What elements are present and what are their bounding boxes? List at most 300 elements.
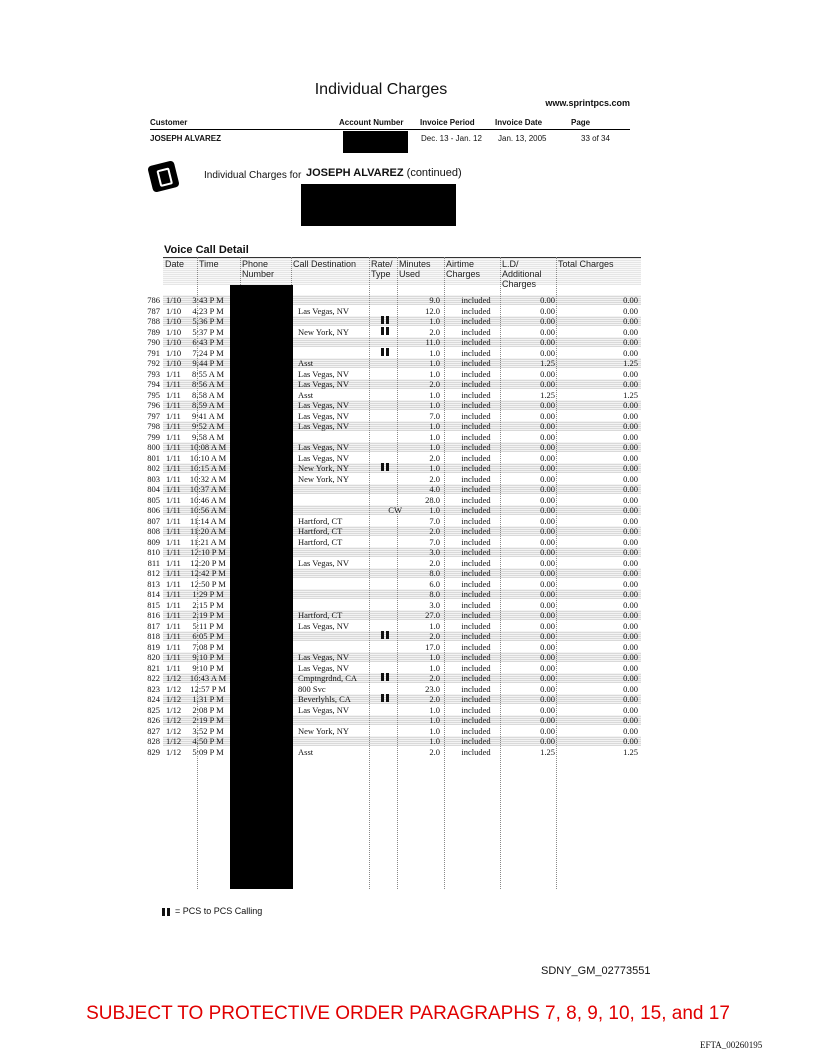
cell-ld: 0.00 xyxy=(540,305,555,316)
row-number: 817 xyxy=(147,620,160,631)
table-row xyxy=(0,610,816,620)
cell-airtime: included xyxy=(461,704,491,715)
cell-destination: New York, NY xyxy=(298,473,350,484)
cell-minutes: 1.0 xyxy=(429,400,440,410)
cell-airtime: included xyxy=(461,662,491,673)
cell-total: 0.00 xyxy=(623,631,638,641)
cell-minutes: 7.0 xyxy=(429,410,440,421)
cell-minutes: 2.0 xyxy=(429,746,440,757)
cell-minutes: 1.0 xyxy=(429,725,440,736)
cell-minutes: 1.0 xyxy=(429,368,440,379)
cell-total: 0.00 xyxy=(623,547,638,557)
table-row xyxy=(0,631,816,641)
cell-date: 1/11 xyxy=(166,526,181,536)
table-row xyxy=(0,547,816,557)
page-label: Page xyxy=(571,118,591,127)
row-number: 794 xyxy=(147,379,160,389)
phone-icon xyxy=(147,160,180,193)
row-number: 814 xyxy=(147,589,160,599)
cell-minutes: 3.0 xyxy=(429,599,440,610)
cell-total: 0.00 xyxy=(623,704,638,715)
website-url: www.sprintpcs.com xyxy=(545,98,630,108)
cell-destination: Cmptngrdnd, CA xyxy=(298,673,358,683)
cell-date: 1/11 xyxy=(166,610,181,620)
cell-minutes: 1.0 xyxy=(429,662,440,673)
cell-total: 0.00 xyxy=(623,715,638,725)
cell-destination: Las Vegas, NV xyxy=(298,442,350,452)
cell-total: 0.00 xyxy=(623,557,638,568)
row-number: 789 xyxy=(147,326,160,337)
cell-airtime: included xyxy=(461,463,491,473)
table-row xyxy=(0,642,816,652)
table-row xyxy=(0,747,816,757)
cell-total: 0.00 xyxy=(623,641,638,652)
cell-date: 1/11 xyxy=(166,568,181,578)
cell-total: 0.00 xyxy=(623,620,638,631)
cell-ld: 0.00 xyxy=(540,736,555,746)
cell-airtime: included xyxy=(461,452,491,463)
legend xyxy=(162,906,262,916)
table-row xyxy=(0,348,816,358)
cell-destination: New York, NY xyxy=(298,326,350,337)
cell-airtime: included xyxy=(461,326,491,337)
bates-number: SDNY_GM_02773551 xyxy=(541,965,651,977)
table-row xyxy=(0,684,816,694)
cell-destination: Hartford, CT xyxy=(298,610,343,620)
cell-airtime: included xyxy=(461,620,491,631)
table-row xyxy=(0,589,816,599)
cell-minutes: 1.0 xyxy=(429,505,440,515)
cell-time: 12:10 P M xyxy=(190,547,226,557)
row-number: 824 xyxy=(147,694,160,704)
table-row xyxy=(0,463,816,473)
cell-minutes: 27.0 xyxy=(425,610,440,620)
table-row xyxy=(0,432,816,442)
pcs-icon xyxy=(381,673,390,681)
cell-time: 11:20 A M xyxy=(189,526,227,536)
cell-ld: 0.00 xyxy=(540,610,555,620)
cell-airtime: included xyxy=(461,568,491,578)
cell-destination: Las Vegas, NV xyxy=(298,557,350,568)
cell-minutes: 9.0 xyxy=(429,295,440,305)
cell-destination: Las Vegas, NV xyxy=(298,421,350,431)
cell-date: 1/11 xyxy=(166,547,181,557)
cell-minutes: 7.0 xyxy=(429,536,440,547)
cell-time: 10:43 A M xyxy=(189,673,227,683)
cell-total: 0.00 xyxy=(623,347,638,358)
cell-date: 1/11 xyxy=(166,536,181,547)
cell-total: 0.00 xyxy=(623,694,638,704)
table-row xyxy=(0,694,816,704)
table-row xyxy=(0,306,816,316)
redacted-account-number xyxy=(343,131,408,153)
row-number: 820 xyxy=(147,652,160,662)
table-row xyxy=(0,484,816,494)
cell-date: 1/11 xyxy=(166,620,181,631)
cell-airtime: included xyxy=(461,484,491,494)
cell-date: 1/12 xyxy=(166,715,182,725)
cell-time: 12:42 P M xyxy=(190,568,226,578)
table-row xyxy=(0,369,816,379)
cell-airtime: included xyxy=(461,494,491,505)
page-title: Individual Charges xyxy=(314,81,448,98)
cell-minutes: 2.0 xyxy=(429,473,440,484)
cell-destination: Hartford, CT xyxy=(298,536,343,547)
table-row xyxy=(0,663,816,673)
cell-total: 0.00 xyxy=(623,652,638,662)
cell-destination: Asst xyxy=(298,746,314,757)
cell-total: 0.00 xyxy=(623,442,638,452)
cell-airtime: included xyxy=(461,746,491,757)
cell-airtime: included xyxy=(461,557,491,568)
cell-date: 1/12 xyxy=(166,673,182,683)
cell-minutes: 1.0 xyxy=(429,431,440,442)
cell-ld: 0.00 xyxy=(540,662,555,673)
cell-time: 6:05 P M xyxy=(192,631,224,641)
cell-minutes: 1.0 xyxy=(429,389,440,400)
table-row xyxy=(0,568,816,578)
cell-destination: Asst xyxy=(298,389,314,400)
cell-time: 9:44 P M xyxy=(192,358,224,368)
continued-text: (continued) xyxy=(406,167,462,179)
cell-airtime: included xyxy=(461,305,491,316)
cell-time: 2:19 P M xyxy=(192,610,224,620)
legend-text: = PCS to PCS Calling xyxy=(175,906,263,916)
table-row xyxy=(0,337,816,347)
cell-ld: 0.00 xyxy=(540,589,555,599)
col-header-time: Time xyxy=(197,257,240,285)
cell-time: 9:10 P M xyxy=(192,662,224,673)
cell-ld: 0.00 xyxy=(540,484,555,494)
cell-ld: 0.00 xyxy=(540,526,555,536)
cell-date: 1/11 xyxy=(166,505,181,515)
cell-time: 5:37 P M xyxy=(192,326,224,337)
table-row xyxy=(0,390,816,400)
col-header-ld: L.D/ Additional Charges xyxy=(500,257,556,285)
cell-ld: 0.00 xyxy=(540,725,555,736)
table-row xyxy=(0,442,816,452)
cell-airtime: included xyxy=(461,631,491,641)
cell-date: 1/11 xyxy=(166,463,181,473)
cell-destination: Las Vegas, NV xyxy=(298,620,350,631)
cell-destination: Hartford, CT xyxy=(298,515,343,526)
cell-time: 8:59 A M xyxy=(191,400,225,410)
table-row xyxy=(0,673,816,683)
row-number: 807 xyxy=(147,515,160,526)
row-number: 798 xyxy=(147,421,160,431)
cell-total: 0.00 xyxy=(623,305,638,316)
cell-minutes: 1.0 xyxy=(429,347,440,358)
cell-airtime: included xyxy=(461,589,491,599)
table-row xyxy=(0,505,816,515)
cell-date: 1/12 xyxy=(166,736,182,746)
cell-minutes: 23.0 xyxy=(425,683,440,694)
cell-airtime: included xyxy=(461,715,491,725)
column-divider xyxy=(556,257,557,889)
cell-airtime: included xyxy=(461,652,491,662)
cell-minutes: 2.0 xyxy=(429,526,440,536)
cell-time: 10:10 A M xyxy=(189,452,227,463)
cell-minutes: 2.0 xyxy=(429,694,440,704)
cell-time: 5:36 P M xyxy=(192,316,224,326)
invoice-period-label: Invoice Period xyxy=(420,118,475,127)
customer-label: Customer xyxy=(150,118,188,127)
cell-total: 0.00 xyxy=(623,578,638,589)
invoice-period-value: Dec. 13 - Jan. 12 xyxy=(421,134,482,143)
cell-total: 1.25 xyxy=(623,358,638,368)
cell-destination: Las Vegas, NV xyxy=(298,379,350,389)
cell-time: 2:08 P M xyxy=(192,704,224,715)
table-row xyxy=(0,295,816,305)
cell-ld: 0.00 xyxy=(540,694,555,704)
cell-time: 8:55 A M xyxy=(191,368,225,379)
row-number: 806 xyxy=(147,505,160,515)
col-header-rate: Rate/ Type xyxy=(369,257,397,285)
row-number: 821 xyxy=(147,662,160,673)
row-number: 800 xyxy=(147,442,160,452)
cell-ld: 0.00 xyxy=(540,431,555,442)
cell-airtime: included xyxy=(461,505,491,515)
cell-date: 1/11 xyxy=(166,641,181,652)
cell-destination: Las Vegas, NV xyxy=(298,662,350,673)
cell-destination: Las Vegas, NV xyxy=(298,704,350,715)
row-number: 825 xyxy=(147,704,160,715)
pcs-icon xyxy=(381,327,390,335)
cell-airtime: included xyxy=(461,694,491,704)
cell-ld: 0.00 xyxy=(540,515,555,526)
cell-time: 2:15 P M xyxy=(192,599,224,610)
cell-airtime: included xyxy=(461,389,491,400)
cell-time: 4:23 P M xyxy=(192,305,224,316)
cell-time: 8:58 A M xyxy=(191,389,225,400)
cell-minutes: 17.0 xyxy=(425,641,440,652)
cell-minutes: 1.0 xyxy=(429,442,440,452)
cell-destination: Las Vegas, NV xyxy=(298,368,350,379)
table-row xyxy=(0,421,816,431)
cell-minutes: 3.0 xyxy=(429,547,440,557)
table-row xyxy=(0,495,816,505)
column-divider xyxy=(397,257,398,889)
row-number: 803 xyxy=(147,473,160,484)
row-number: 790 xyxy=(147,337,160,347)
cell-airtime: included xyxy=(461,400,491,410)
efta-number: EFTA_00260195 xyxy=(700,1040,763,1050)
row-number: 804 xyxy=(147,484,160,494)
cell-ld: 0.00 xyxy=(540,400,555,410)
cell-time: 2:19 P M xyxy=(192,715,224,725)
table-row xyxy=(0,726,816,736)
cell-ld: 0.00 xyxy=(540,410,555,421)
invoice-date-label: Invoice Date xyxy=(495,118,543,127)
cell-ld: 0.00 xyxy=(540,326,555,337)
cell-airtime: included xyxy=(461,515,491,526)
table-row xyxy=(0,537,816,547)
section-title: Voice Call Detail xyxy=(164,244,249,256)
cell-destination: Hartford, CT xyxy=(298,526,343,536)
cell-date: 1/10 xyxy=(166,316,182,326)
cell-time: 11:21 A M xyxy=(189,536,227,547)
cell-date: 1/11 xyxy=(166,599,181,610)
row-number: 826 xyxy=(147,715,160,725)
cell-total: 0.00 xyxy=(623,295,638,305)
column-divider xyxy=(197,257,198,889)
cell-time: 3:52 P M xyxy=(192,725,224,736)
table-row xyxy=(0,621,816,631)
cell-airtime: included xyxy=(461,410,491,421)
cell-total: 0.00 xyxy=(623,568,638,578)
cell-ld: 0.00 xyxy=(540,631,555,641)
cell-time: 7:08 P M xyxy=(192,641,224,652)
cell-airtime: included xyxy=(461,295,491,305)
cell-total: 0.00 xyxy=(623,379,638,389)
cell-time: 5:11 P M xyxy=(192,620,224,631)
cell-ld: 0.00 xyxy=(540,547,555,557)
cell-date: 1/11 xyxy=(166,631,181,641)
cell-date: 1/10 xyxy=(166,347,182,358)
cell-date: 1/11 xyxy=(166,421,181,431)
row-number: 811 xyxy=(147,557,160,568)
cell-ld: 0.00 xyxy=(540,673,555,683)
cell-date: 1/11 xyxy=(166,652,181,662)
cell-minutes: 1.0 xyxy=(429,463,440,473)
cell-time: 10:37 A M xyxy=(189,484,227,494)
cell-date: 1/11 xyxy=(166,389,181,400)
col-header-destination: Call Destination xyxy=(291,257,369,285)
cell-minutes: 1.0 xyxy=(429,421,440,431)
cell-airtime: included xyxy=(461,421,491,431)
cell-total: 0.00 xyxy=(623,473,638,484)
table-row xyxy=(0,579,816,589)
individual-name xyxy=(306,167,462,179)
cell-total: 0.00 xyxy=(623,463,638,473)
cell-time: 4:50 P M xyxy=(192,736,224,746)
cell-total: 0.00 xyxy=(623,515,638,526)
row-number: 813 xyxy=(147,578,160,589)
table-row xyxy=(0,705,816,715)
table-row xyxy=(0,453,816,463)
cell-minutes: 2.0 xyxy=(429,452,440,463)
cell-minutes: 1.0 xyxy=(429,620,440,631)
row-number: 795 xyxy=(147,389,160,400)
table-row xyxy=(0,736,816,746)
cell-date: 1/11 xyxy=(166,379,181,389)
cell-airtime: included xyxy=(461,358,491,368)
table-row xyxy=(0,358,816,368)
cell-date: 1/11 xyxy=(166,484,181,494)
row-number: 823 xyxy=(147,683,160,694)
row-number: 797 xyxy=(147,410,160,421)
table-row xyxy=(0,400,816,410)
cell-total: 0.00 xyxy=(623,368,638,379)
cell-ld: 0.00 xyxy=(540,295,555,305)
cell-minutes: 1.0 xyxy=(429,316,440,326)
cell-minutes: 1.0 xyxy=(429,358,440,368)
cell-date: 1/12 xyxy=(166,725,182,736)
row-number: 787 xyxy=(147,305,160,316)
cell-total: 0.00 xyxy=(623,683,638,694)
cell-airtime: included xyxy=(461,431,491,442)
cell-destination: Las Vegas, NV xyxy=(298,452,350,463)
cell-time: 9:52 A M xyxy=(191,421,225,431)
cell-destination: Asst xyxy=(298,358,314,368)
cell-minutes: 2.0 xyxy=(429,673,440,683)
cell-minutes: 28.0 xyxy=(425,494,440,505)
row-number: 829 xyxy=(147,746,160,757)
cell-airtime: included xyxy=(461,368,491,379)
cell-time: 7:24 P M xyxy=(192,347,224,358)
cell-airtime: included xyxy=(461,725,491,736)
row-number: 808 xyxy=(147,526,160,536)
cell-destination: Las Vegas, NV xyxy=(298,652,350,662)
row-number: 791 xyxy=(147,347,160,358)
cell-time: 12:57 P M xyxy=(190,683,226,694)
cell-ld: 0.00 xyxy=(540,452,555,463)
cell-date: 1/10 xyxy=(166,337,182,347)
cell-time: 10:15 A M xyxy=(189,463,227,473)
cell-ld: 0.00 xyxy=(540,494,555,505)
cell-airtime: included xyxy=(461,641,491,652)
cell-airtime: included xyxy=(461,578,491,589)
cell-time: 3:43 P M xyxy=(192,295,224,305)
column-divider xyxy=(369,257,370,889)
table-row xyxy=(0,715,816,725)
cell-airtime: included xyxy=(461,536,491,547)
cell-ld: 0.00 xyxy=(540,337,555,347)
cell-total: 0.00 xyxy=(623,662,638,673)
cell-date: 1/11 xyxy=(166,452,181,463)
cell-date: 1/11 xyxy=(166,473,181,484)
cell-ld: 0.00 xyxy=(540,652,555,662)
cell-date: 1/11 xyxy=(166,410,181,421)
cell-minutes: 12.0 xyxy=(425,305,440,316)
cell-total: 0.00 xyxy=(623,410,638,421)
cell-ld: 0.00 xyxy=(540,557,555,568)
cell-date: 1/11 xyxy=(166,662,181,673)
cell-total: 0.00 xyxy=(623,400,638,410)
cell-ld: 0.00 xyxy=(540,683,555,694)
cell-time: 8:56 A M xyxy=(191,379,225,389)
table-row xyxy=(0,526,816,536)
cell-minutes: 1.0 xyxy=(429,652,440,662)
table-row xyxy=(0,474,816,484)
table-row xyxy=(0,327,816,337)
cell-airtime: included xyxy=(461,526,491,536)
cell-minutes: 2.0 xyxy=(429,379,440,389)
cell-date: 1/11 xyxy=(166,515,181,526)
row-number: 827 xyxy=(147,725,160,736)
cell-destination: Las Vegas, NV xyxy=(298,305,350,316)
cell-total: 0.00 xyxy=(623,725,638,736)
column-divider xyxy=(500,257,501,889)
cell-time: 12:20 P M xyxy=(190,557,226,568)
cell-airtime: included xyxy=(461,473,491,484)
cell-destination: 800 Svc xyxy=(298,683,326,694)
cell-airtime: included xyxy=(461,379,491,389)
cell-ld: 0.00 xyxy=(540,473,555,484)
table-row xyxy=(0,558,816,568)
page-value: 33 of 34 xyxy=(581,134,610,143)
col-header-total: Total Charges xyxy=(556,257,641,285)
cell-date: 1/12 xyxy=(166,704,182,715)
cell-time: 10:56 A M xyxy=(189,505,227,515)
row-number: 802 xyxy=(147,463,160,473)
row-number: 810 xyxy=(147,547,160,557)
cell-date: 1/11 xyxy=(166,368,181,379)
row-number: 793 xyxy=(147,368,160,379)
cell-airtime: included xyxy=(461,736,491,746)
table-row xyxy=(0,652,816,662)
cell-date: 1/11 xyxy=(166,578,181,589)
